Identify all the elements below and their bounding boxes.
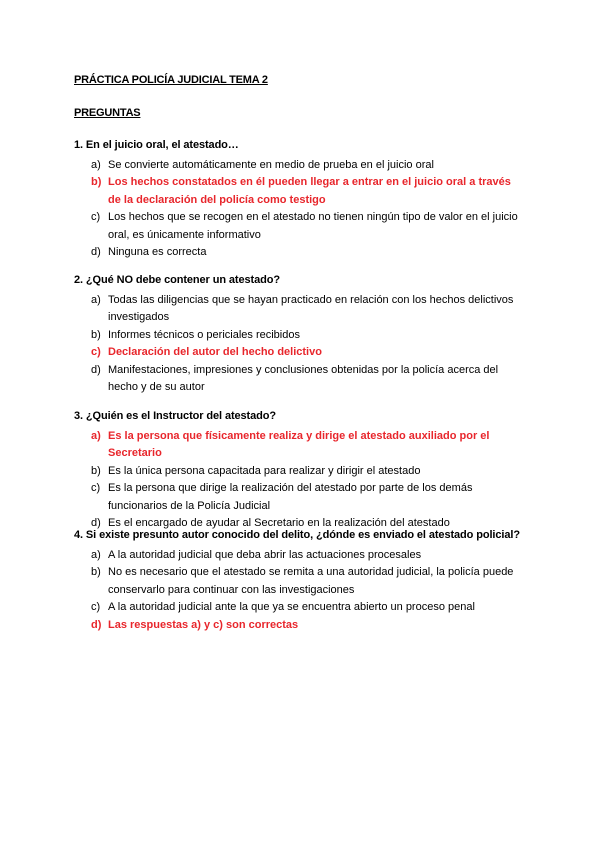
section-heading: PREGUNTAS — [74, 107, 141, 119]
option-b — [74, 564, 526, 599]
option-letter: a) — [91, 429, 101, 442]
option-c — [74, 209, 526, 244]
option-list — [74, 547, 534, 635]
option-d-correct — [74, 617, 526, 635]
option-c — [74, 599, 526, 617]
option-text: Todas las diligencias que se hayan practicado en relación con los hechos delictivos investigados — [108, 293, 514, 323]
option-d — [74, 244, 526, 262]
question-3 — [74, 408, 534, 533]
question-text: 4. Si existe presunto autor conocido del delito, ¿dónde es enviado el atestado policial? — [74, 529, 520, 541]
option-text: Es la única persona capacitada para realizar y dirigir el atestado — [108, 464, 421, 477]
option-d — [74, 362, 526, 397]
option-text: Ninguna es correcta — [108, 246, 207, 258]
option-letter: d) — [91, 246, 101, 258]
option-text: Las respuestas a) y c) son correctas — [108, 618, 299, 631]
option-letter: b) — [91, 176, 102, 188]
option-letter: c) — [91, 211, 101, 223]
option-letter: c) — [91, 601, 101, 613]
option-text: Declaración del autor del hecho delictivo — [108, 346, 322, 358]
option-list — [74, 157, 534, 262]
document-title: PRÁCTICA POLICÍA JUDICIAL TEMA 2 — [74, 74, 268, 86]
option-text: Es el encargado de ayudar al Secretario en la realización del atestado — [108, 517, 450, 529]
option-b — [74, 463, 526, 481]
question-2 — [74, 272, 534, 397]
option-letter: b) — [91, 328, 101, 341]
option-letter: c) — [91, 346, 101, 358]
option-b-correct — [74, 174, 526, 209]
option-letter: d) — [91, 618, 102, 631]
question-4 — [74, 527, 534, 634]
question-text: 2. ¿Qué NO debe contener un atestado? — [74, 274, 280, 286]
option-text: Informes técnicos o periciales recibidos — [108, 328, 300, 341]
option-text: Los hechos constatados en él pueden llegar a entrar en el juicio oral a través de la declaración del policía como testigo — [108, 176, 511, 206]
option-a-correct — [74, 428, 526, 463]
option-letter: a) — [91, 158, 101, 171]
option-a — [74, 157, 526, 175]
option-c — [74, 480, 526, 515]
option-text: Manifestaciones, impresiones y conclusiones obtenidas por la policía acerca del hecho y de su autor — [108, 363, 499, 393]
option-list — [74, 428, 534, 533]
option-text: Se convierte automáticamente en medio de prueba en el juicio oral — [108, 158, 434, 171]
option-text: A la autoridad judicial que deba abrir las actuaciones procesales — [108, 548, 422, 561]
option-letter: a) — [91, 548, 101, 561]
option-text: No es necesario que el atestado se remita a una autoridad judicial, la policía puede conservarlo para continuar con las investigaciones — [108, 566, 514, 596]
option-a — [74, 292, 526, 327]
option-letter: b) — [91, 464, 101, 477]
option-b — [74, 327, 526, 345]
option-text: Es la persona que físicamente realiza y dirige el atestado auxiliado por el Secretario — [108, 429, 490, 459]
option-c-correct — [74, 344, 526, 362]
option-letter: d) — [91, 363, 101, 376]
option-letter: b) — [91, 566, 101, 578]
option-text: Es la persona que dirige la realización del atestado por parte de los demás funcionarios de la Policía Judicial — [108, 482, 473, 512]
option-list — [74, 292, 534, 397]
option-text: A la autoridad judicial ante la que ya se encuentra abierto un proceso penal — [108, 601, 475, 613]
option-a — [74, 547, 526, 565]
option-letter: a) — [91, 293, 101, 306]
option-letter: d) — [91, 517, 101, 529]
question-text: 3. ¿Quién es el Instructor del atestado? — [74, 410, 276, 422]
option-text: Los hechos que se recogen en el atestado no tienen ningún tipo de valor en el juicio oral, es únicamente informativo — [108, 211, 518, 241]
question-text: 1. En el juicio oral, el atestado… — [74, 139, 239, 151]
question-1 — [74, 137, 534, 262]
option-letter: c) — [91, 482, 101, 494]
